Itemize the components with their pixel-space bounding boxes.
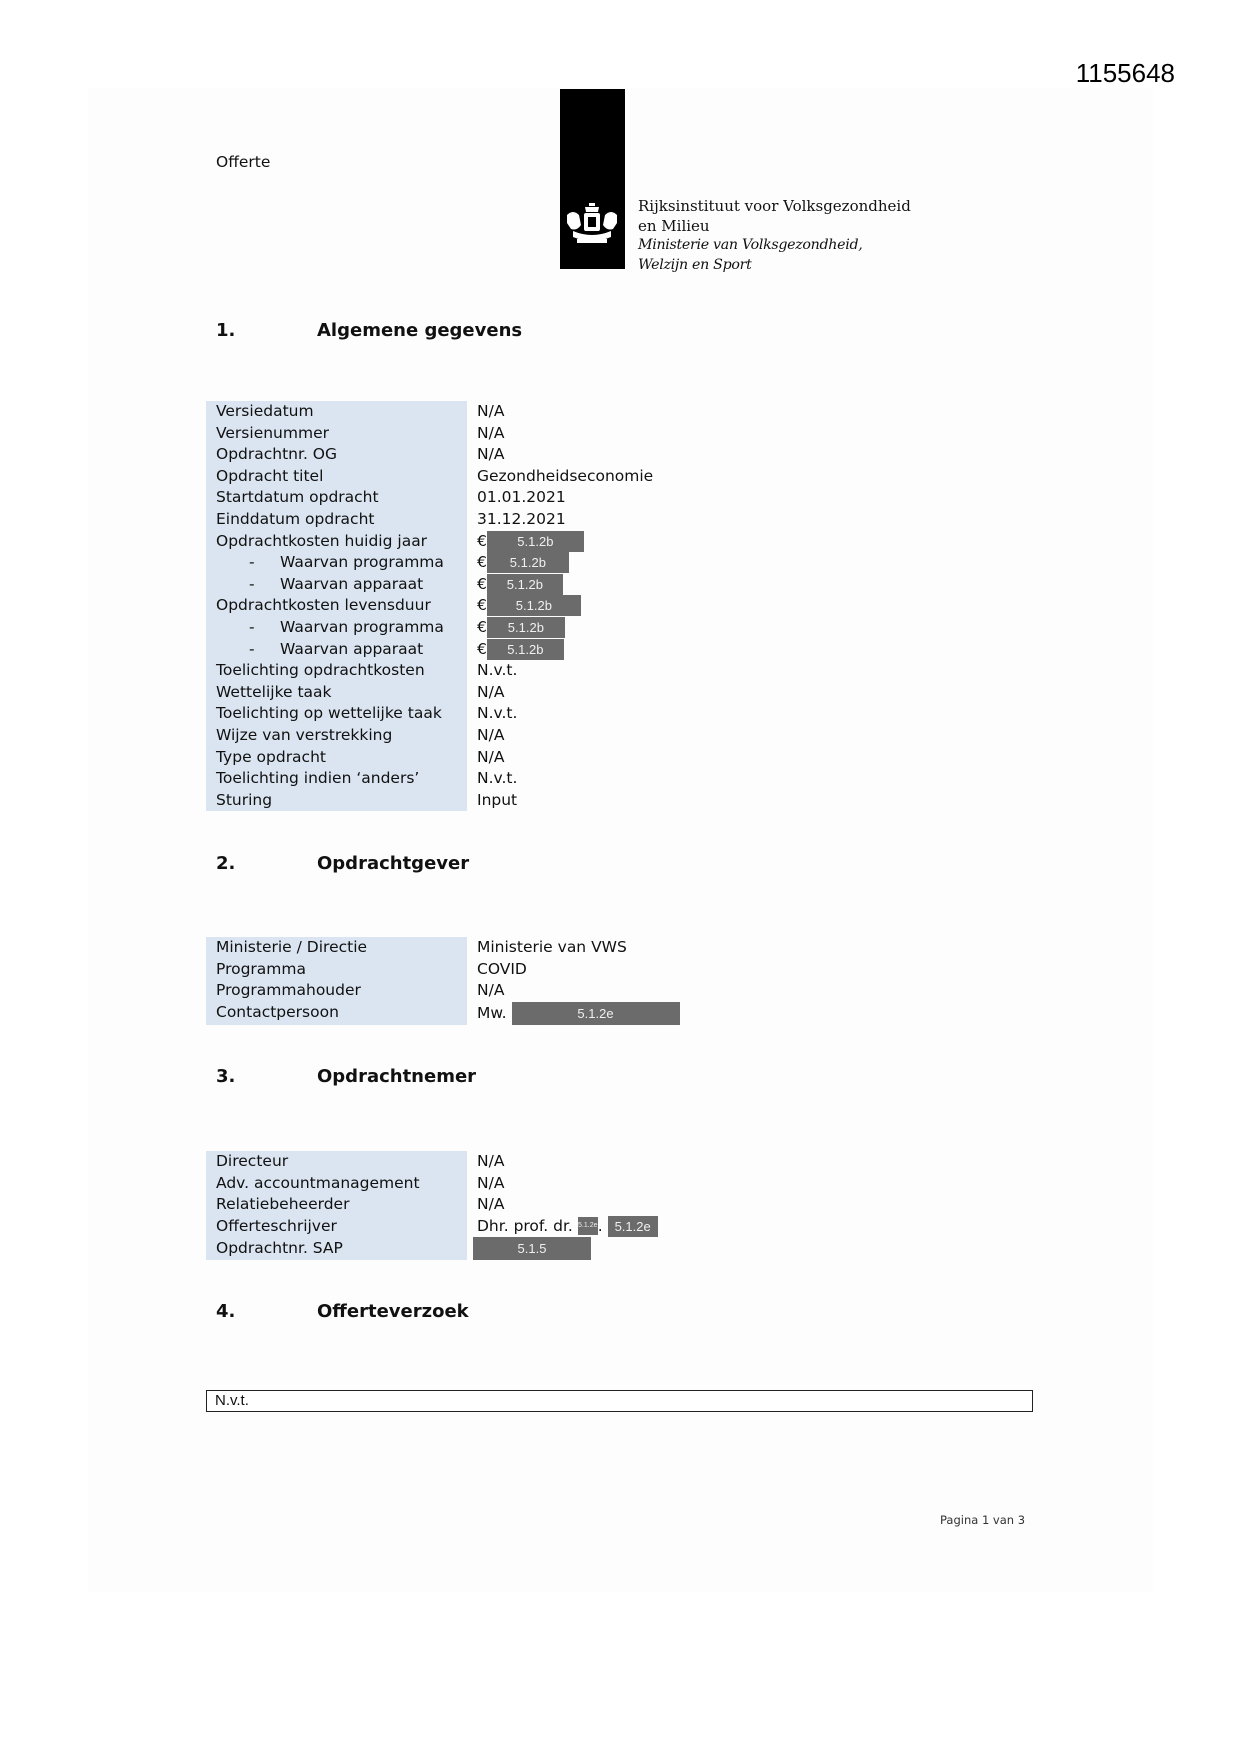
row-value [467, 1237, 797, 1260]
table-row [206, 466, 797, 488]
redaction-block: 5.1.2b [487, 574, 563, 595]
row-label: Opdrachtnr. SAP [206, 1237, 467, 1260]
redaction-block: 5.1.2e [512, 1002, 680, 1025]
row-value: N.v.t. [477, 661, 518, 680]
section-number: 1. [216, 320, 236, 341]
redaction-block: 5.1.2b [487, 639, 564, 660]
table-row [206, 725, 797, 747]
table-row [206, 531, 797, 553]
table-row [206, 660, 797, 682]
row-label: Versienummer [206, 423, 467, 445]
row-value: N/A [477, 1152, 505, 1170]
row-value [467, 552, 797, 574]
table-row [206, 595, 797, 617]
row-value [467, 574, 797, 596]
table-row [206, 1194, 797, 1216]
row-value: N/A [477, 445, 505, 464]
table-row [206, 617, 797, 639]
row-label: Offerteschrijver [206, 1216, 467, 1238]
row-label: Contactpersoon [206, 1002, 467, 1025]
redaction-block: 5.1.2b [487, 552, 569, 573]
document-id: 1155648 [1075, 58, 1175, 88]
row-label: Sturing [206, 790, 467, 812]
section-number: 3. [216, 1066, 236, 1087]
sub-label: Waarvan programma [280, 553, 444, 572]
row-value: N/A [477, 725, 505, 744]
row-label: Toelichting op wettelijke taak [206, 703, 467, 725]
salutation: Mw. [477, 1003, 507, 1022]
table-row [206, 980, 797, 1002]
request-text-box: N.v.t. [206, 1390, 1033, 1412]
section-number: 2. [216, 853, 236, 874]
row-label [206, 552, 467, 574]
section-title: Algemene gegevens [317, 320, 523, 341]
currency-symbol: € [477, 574, 487, 593]
list-dash: - [249, 617, 255, 636]
table-row [206, 1151, 797, 1173]
list-dash: - [249, 639, 255, 658]
section-heading-opdrachtgever [216, 853, 469, 874]
row-value: N.v.t. [477, 704, 518, 723]
section-heading-opdrachtnemer [216, 1066, 476, 1087]
row-value: COVID [477, 959, 527, 978]
redaction-block-initial: 5.1.2e [578, 1217, 598, 1235]
separator: . [597, 1216, 603, 1235]
row-value: 01.01.2021 [477, 488, 566, 507]
table-row [206, 487, 797, 509]
row-value [467, 1002, 797, 1025]
table-row [206, 682, 797, 704]
row-value: N/A [477, 747, 505, 766]
redaction-block: 5.1.2b [487, 595, 581, 616]
row-label: Directeur [206, 1151, 467, 1173]
table-row [206, 401, 797, 423]
row-value: Gezondheidseconomie [477, 466, 654, 485]
sub-label: Waarvan apparaat [280, 574, 424, 593]
title-prefix: Dhr. prof. dr. [477, 1216, 573, 1235]
currency-symbol: € [477, 639, 487, 658]
table-row [206, 509, 797, 531]
row-value: Ministerie van VWS [477, 938, 627, 956]
redaction-block: 5.1.2e [608, 1216, 658, 1237]
currency-symbol: € [477, 531, 487, 550]
table-row [206, 1173, 797, 1195]
redaction-block: 5.1.2b [487, 531, 584, 552]
currency-symbol: € [477, 596, 487, 615]
coat-of-arms-icon [563, 201, 621, 249]
page-number: Pagina 1 van 3 [940, 1513, 1026, 1527]
page-panel [88, 88, 1153, 1592]
section-heading-algemene-gegevens [216, 320, 522, 341]
row-label: Type opdracht [206, 747, 467, 769]
redaction-block: 5.1.2b [487, 617, 565, 638]
sub-label: Waarvan apparaat [280, 639, 424, 658]
row-label: Adv. accountmanagement [206, 1173, 467, 1195]
section-title: Opdrachtnemer [317, 1066, 477, 1087]
redaction-block: 5.1.5 [473, 1237, 591, 1260]
row-label [206, 639, 467, 661]
row-label: Wijze van verstrekking [206, 725, 467, 747]
row-label [206, 617, 467, 639]
row-value: N/A [477, 423, 505, 442]
row-label: Opdrachtkosten huidig jaar [206, 531, 467, 553]
list-dash: - [249, 553, 255, 572]
row-value: N/A [477, 1195, 505, 1214]
table-row [206, 552, 797, 574]
government-logo [560, 89, 625, 269]
row-label: Opdracht titel [206, 466, 467, 488]
row-value [467, 1216, 797, 1238]
table-row [206, 423, 797, 445]
row-label: Toelichting opdrachtkosten [206, 660, 467, 682]
table-row [206, 703, 797, 725]
org-line-1: Rijksinstituut voor Volksgezondheid [638, 197, 911, 215]
row-value: N/A [477, 1173, 505, 1192]
table-row [206, 1002, 797, 1025]
org-line-2: en Milieu [638, 216, 710, 235]
row-value: N.v.t. [477, 769, 518, 788]
row-label [206, 574, 467, 596]
row-label: Opdrachtnr. OG [206, 444, 467, 466]
row-value [467, 595, 797, 617]
ministry-line-1: Ministerie van Volksgezondheid, [638, 237, 863, 253]
row-value [467, 531, 797, 553]
row-label: Einddatum opdracht [206, 509, 467, 531]
table-row [206, 1237, 797, 1260]
table-row [206, 1216, 797, 1238]
row-value: 31.12.2021 [477, 509, 566, 528]
contractor-table [206, 1151, 797, 1260]
client-table [206, 937, 797, 1025]
row-label: Toelichting indien ‘anders’ [206, 768, 467, 790]
table-row [206, 790, 797, 812]
row-label: Programma [206, 959, 467, 981]
table-row [206, 768, 797, 790]
general-info-table [206, 401, 797, 811]
table-row [206, 444, 797, 466]
ministry-line-2: Welzijn en Sport [638, 256, 752, 273]
list-dash: - [249, 574, 255, 593]
section-number: 4. [216, 1301, 236, 1322]
table-row [206, 959, 797, 981]
table-row [206, 574, 797, 596]
row-value: N/A [477, 682, 505, 701]
row-label: Opdrachtkosten levensduur [206, 595, 467, 617]
row-value: N/A [477, 402, 505, 420]
section-heading-offerteverzoek [216, 1301, 469, 1322]
currency-symbol: € [477, 617, 487, 636]
document-type: Offerte [216, 153, 271, 171]
row-label: Relatiebeheerder [206, 1194, 467, 1216]
row-label: Startdatum opdracht [206, 487, 467, 509]
row-label: Wettelijke taak [206, 682, 467, 704]
organization-name [638, 197, 911, 275]
section-title: Opdrachtgever [317, 853, 470, 874]
table-row [206, 937, 797, 959]
currency-symbol: € [477, 553, 487, 572]
row-value: N/A [477, 981, 505, 1000]
sub-label: Waarvan programma [280, 617, 444, 636]
row-label: Versiedatum [206, 401, 467, 423]
table-row [206, 747, 797, 769]
table-row [206, 639, 797, 661]
row-label: Programmahouder [206, 980, 467, 1002]
row-value [467, 639, 797, 661]
row-value [467, 617, 797, 639]
section-title: Offerteverzoek [317, 1301, 469, 1322]
row-value: Input [477, 790, 518, 809]
row-label: Ministerie / Directie [206, 937, 467, 959]
